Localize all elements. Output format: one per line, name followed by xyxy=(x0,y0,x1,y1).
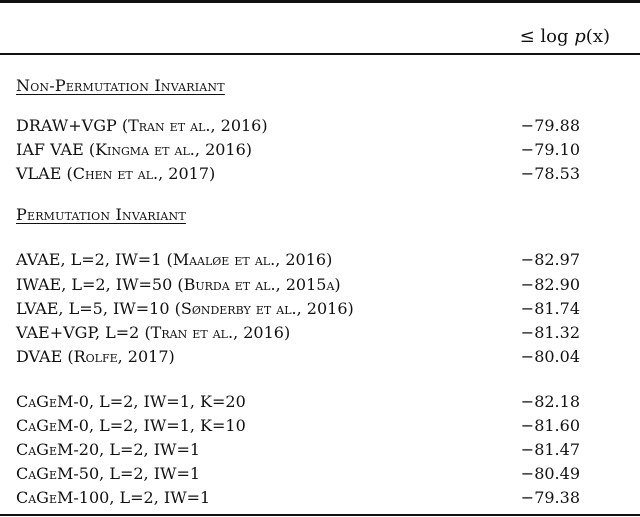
model-score: −82.18 xyxy=(520,392,580,411)
table-row xyxy=(16,488,580,510)
model-name: CaGeM-0, L=2, IW=1, K=10 xyxy=(16,416,246,435)
table-row xyxy=(16,140,580,162)
table-row xyxy=(16,347,580,369)
model-name: CaGeM-100, L=2, IW=1 xyxy=(16,488,211,507)
model-name: DRAW+VGP (Tran et al., 2016) xyxy=(16,116,268,135)
model-score: −81.74 xyxy=(520,299,580,318)
table-row xyxy=(16,299,580,321)
column-header-log-likelihood xyxy=(490,26,610,47)
table-row xyxy=(16,116,580,138)
model-score: −80.49 xyxy=(520,464,580,483)
model-name: DVAE (Rolfe, 2017) xyxy=(16,347,175,366)
table-row xyxy=(16,392,580,414)
bottom-rule xyxy=(0,514,640,516)
table-row xyxy=(16,250,580,272)
table-row xyxy=(16,464,580,486)
model-name: CaGeM-0, L=2, IW=1, K=20 xyxy=(16,392,246,411)
model-name: VAE+VGP, L=2 (Tran et al., 2016) xyxy=(16,323,291,342)
table-row xyxy=(16,416,580,438)
model-name: IWAE, L=2, IW=50 (Burda et al., 2015a) xyxy=(16,275,341,294)
model-score: −80.04 xyxy=(520,347,580,366)
metric-args: (x) xyxy=(585,26,610,47)
section-title-permutation-invariant: Permutation Invariant xyxy=(16,205,186,224)
model-score: −82.90 xyxy=(520,275,580,294)
table-row xyxy=(16,164,580,186)
model-name: LVAE, L=5, IW=10 (Sønderby et al., 2016) xyxy=(16,299,354,318)
table-row xyxy=(16,440,580,462)
model-score: −79.10 xyxy=(520,140,580,159)
model-score: −79.88 xyxy=(520,116,580,135)
header-rule xyxy=(0,53,640,55)
model-score: −82.97 xyxy=(520,250,580,269)
model-score: −81.47 xyxy=(520,440,580,459)
table-row xyxy=(16,275,580,297)
top-rule xyxy=(0,0,640,3)
model-name: AVAE, L=2, IW=1 (Maaløe et al., 2016) xyxy=(16,250,333,269)
model-name: CaGeM-20, L=2, IW=1 xyxy=(16,440,201,459)
model-name: VLAE (Chen et al., 2017) xyxy=(16,164,216,183)
model-score: −81.32 xyxy=(520,323,580,342)
model-score: −81.60 xyxy=(520,416,580,435)
metric-prefix: ≤ log xyxy=(519,26,575,47)
metric-p: p xyxy=(574,26,586,47)
model-score: −78.53 xyxy=(520,164,580,183)
model-name: IAF VAE (Kingma et al., 2016) xyxy=(16,140,253,159)
model-score: −79.38 xyxy=(520,488,580,507)
model-name: CaGeM-50, L=2, IW=1 xyxy=(16,464,201,483)
section-title-non-permutation-invariant: Non-Permutation Invariant xyxy=(16,76,225,95)
table-row xyxy=(16,323,580,345)
